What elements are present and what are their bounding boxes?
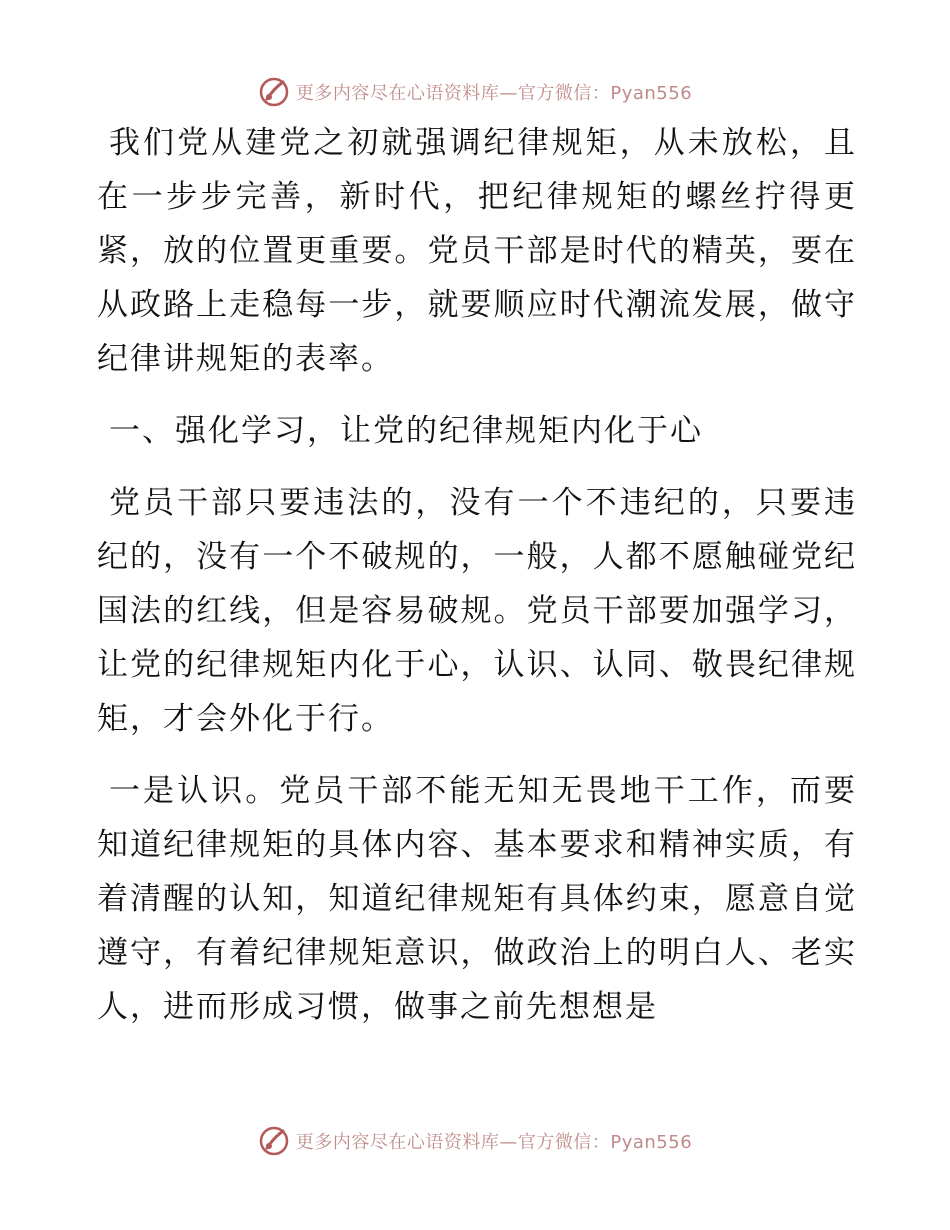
footer-watermark xyxy=(0,1121,950,1161)
watermark-text: 更多内容尽在心语资料库—官方微信：Pyan556 xyxy=(295,83,693,104)
brush-circle-logo-icon xyxy=(258,1125,290,1157)
document-body xyxy=(97,116,857,1034)
paragraph-intro: 我们党从建党之初就强调纪律规矩，从未放松，且在一步步完善，新时代，把纪律规矩的螺丝拧得更紧，放的位置更重要。党员干部是时代的精英，要在从政路上走稳每一步，就要顺应时代潮流发展，做守纪律讲规矩的表率。 xyxy=(97,125,857,377)
header-watermark xyxy=(0,72,950,112)
brush-circle-logo-icon xyxy=(258,76,290,108)
paragraph-point-1: 一是认识。党员干部不能无知无畏地干工作，而要知道纪律规矩的具体内容、基本要求和精神实质，有着清醒的认知，知道纪律规矩有具体约束，愿意自觉遵守，有着纪律规矩意识，做政治上的明白人、老实人，进而形成习惯，做事之前先想想是 xyxy=(97,773,857,1025)
section-heading-1: 一、强化学习，让党的纪律规矩内化于心 xyxy=(109,413,703,449)
watermark-text: 更多内容尽在心语资料库—官方微信：Pyan556 xyxy=(295,1132,693,1153)
paragraph-section-1: 党员干部只要违法的，没有一个不违纪的，只要违纪的，没有一个不破规的，一般，人都不愿触碰党纪国法的红线，但是容易破规。党员干部要加强学习，让党的纪律规矩内化于心，认识、认同、敬畏纪律规矩，才会外化于行。 xyxy=(97,485,857,737)
